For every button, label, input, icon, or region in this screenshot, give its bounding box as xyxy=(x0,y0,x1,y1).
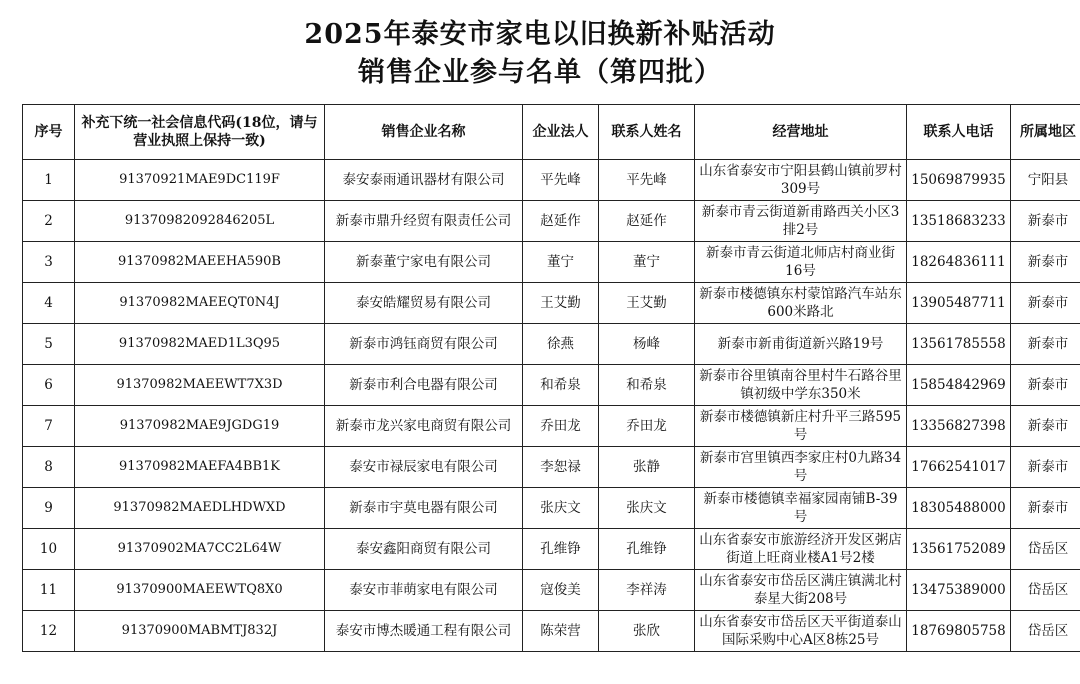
cell-address: 新泰市楼德镇幸福家园南铺B-39号 xyxy=(695,488,907,529)
cell-company: 泰安市菲萌家电有限公司 xyxy=(325,570,523,611)
cell-company: 新泰市宇莫电器有限公司 xyxy=(325,488,523,529)
table-body xyxy=(23,160,1080,652)
cell-seq: 9 xyxy=(23,488,75,529)
cell-contact: 张欣 xyxy=(599,611,695,652)
cell-legal: 平先峰 xyxy=(523,160,599,201)
cell-address: 新泰市宫里镇西李家庄村0九路34号 xyxy=(695,447,907,488)
cell-contact: 张庆文 xyxy=(599,488,695,529)
cell-seq: 2 xyxy=(23,201,75,242)
cell-code: 91370982MAEEQT0N4J xyxy=(75,283,325,324)
cell-address: 新泰市青云街道新甫路西关小区3排2号 xyxy=(695,201,907,242)
table-row xyxy=(23,365,1080,406)
cell-company: 泰安鑫阳商贸有限公司 xyxy=(325,529,523,570)
cell-region: 新泰市 xyxy=(1011,365,1080,406)
cell-phone: 13518683233 xyxy=(907,201,1011,242)
cell-phone: 17662541017 xyxy=(907,447,1011,488)
cell-address: 山东省泰安市岱岳区天平街道泰山国际采购中心A区8栋25号 xyxy=(695,611,907,652)
table-row xyxy=(23,283,1080,324)
cell-seq: 12 xyxy=(23,611,75,652)
table-row xyxy=(23,488,1080,529)
header-address: 经营地址 xyxy=(695,105,907,160)
cell-phone: 13905487711 xyxy=(907,283,1011,324)
cell-address: 山东省泰安市岱岳区满庄镇满北村泰星大街208号 xyxy=(695,570,907,611)
cell-phone: 13356827398 xyxy=(907,406,1011,447)
cell-address: 新泰市青云街道北师店村商业街16号 xyxy=(695,242,907,283)
table-row xyxy=(23,201,1080,242)
cell-company: 泰安市禄辰家电有限公司 xyxy=(325,447,523,488)
table-row xyxy=(23,324,1080,365)
merchant-table xyxy=(22,104,1080,652)
cell-region: 岱岳区 xyxy=(1011,570,1080,611)
cell-address: 新泰市谷里镇南谷里村牛石路谷里镇初级中学东350米 xyxy=(695,365,907,406)
cell-company: 泰安皓耀贸易有限公司 xyxy=(325,283,523,324)
cell-seq: 3 xyxy=(23,242,75,283)
cell-contact: 杨峰 xyxy=(599,324,695,365)
cell-contact: 李祥涛 xyxy=(599,570,695,611)
cell-legal: 张庆文 xyxy=(523,488,599,529)
cell-region: 新泰市 xyxy=(1011,406,1080,447)
cell-phone: 18305488000 xyxy=(907,488,1011,529)
cell-seq: 7 xyxy=(23,406,75,447)
cell-legal: 和希泉 xyxy=(523,365,599,406)
cell-legal: 赵延作 xyxy=(523,201,599,242)
cell-contact: 孔维铮 xyxy=(599,529,695,570)
cell-phone: 15854842969 xyxy=(907,365,1011,406)
cell-phone: 13561752089 xyxy=(907,529,1011,570)
header-code: 补充下统一社会信息代码(18位，请与营业执照上保持一致) xyxy=(75,105,325,160)
cell-region: 新泰市 xyxy=(1011,488,1080,529)
cell-address: 山东省泰安市宁阳县鹤山镇前罗村309号 xyxy=(695,160,907,201)
cell-legal: 董宁 xyxy=(523,242,599,283)
cell-contact: 平先峰 xyxy=(599,160,695,201)
cell-region: 新泰市 xyxy=(1011,324,1080,365)
cell-address: 新泰市楼德镇新庄村升平三路595号 xyxy=(695,406,907,447)
cell-contact: 和希泉 xyxy=(599,365,695,406)
table-header-row xyxy=(23,105,1080,160)
cell-region: 新泰市 xyxy=(1011,201,1080,242)
cell-code: 91370921MAE9DC119F xyxy=(75,160,325,201)
cell-legal: 寇俊美 xyxy=(523,570,599,611)
cell-code: 91370982MAE9JGDG19 xyxy=(75,406,325,447)
table-row xyxy=(23,447,1080,488)
cell-code: 91370900MAEEWTQ8X0 xyxy=(75,570,325,611)
cell-legal: 陈荣营 xyxy=(523,611,599,652)
cell-region: 岱岳区 xyxy=(1011,529,1080,570)
document-title: 2025年泰安市家电以旧换新补贴活动 xyxy=(304,19,776,50)
cell-legal: 乔田龙 xyxy=(523,406,599,447)
table-row xyxy=(23,611,1080,652)
cell-code: 91370982MAEFA4BB1K xyxy=(75,447,325,488)
table-row xyxy=(23,529,1080,570)
cell-contact: 王艾勤 xyxy=(599,283,695,324)
cell-legal: 李恕禄 xyxy=(523,447,599,488)
header-region: 所属地区 xyxy=(1011,105,1080,160)
cell-code: 91370982MAEEHA590B xyxy=(75,242,325,283)
cell-company: 新泰市龙兴家电商贸有限公司 xyxy=(325,406,523,447)
cell-code: 91370982MAED1L3Q95 xyxy=(75,324,325,365)
table-row xyxy=(23,242,1080,283)
cell-legal: 王艾勤 xyxy=(523,283,599,324)
table-row xyxy=(23,160,1080,201)
header-seq: 序号 xyxy=(23,105,75,160)
cell-address: 山东省泰安市旅游经济开发区粥店街道上旺商业楼A1号2楼 xyxy=(695,529,907,570)
table-row xyxy=(23,570,1080,611)
cell-region: 新泰市 xyxy=(1011,283,1080,324)
cell-contact: 乔田龙 xyxy=(599,406,695,447)
cell-seq: 4 xyxy=(23,283,75,324)
cell-contact: 董宁 xyxy=(599,242,695,283)
header-contact: 联系人姓名 xyxy=(599,105,695,160)
cell-seq: 8 xyxy=(23,447,75,488)
cell-phone: 18264836111 xyxy=(907,242,1011,283)
cell-seq: 10 xyxy=(23,529,75,570)
cell-code: 91370982MAEDLHDWXD xyxy=(75,488,325,529)
cell-company: 新泰董宁家电有限公司 xyxy=(325,242,523,283)
header-phone: 联系人电话 xyxy=(907,105,1011,160)
cell-phone: 18769805758 xyxy=(907,611,1011,652)
cell-region: 新泰市 xyxy=(1011,447,1080,488)
cell-contact: 赵延作 xyxy=(599,201,695,242)
cell-code: 91370902MA7CC2L64W xyxy=(75,529,325,570)
header-company: 销售企业名称 xyxy=(325,105,523,160)
cell-company: 新泰市鸿钰商贸有限公司 xyxy=(325,324,523,365)
cell-address: 新泰市楼德镇东村蒙馆路汽车站东600米路北 xyxy=(695,283,907,324)
header-legal: 企业法人 xyxy=(523,105,599,160)
cell-company: 新泰市利合电器有限公司 xyxy=(325,365,523,406)
table-row xyxy=(23,406,1080,447)
cell-contact: 张静 xyxy=(599,447,695,488)
cell-company: 新泰市鼎升经贸有限责任公司 xyxy=(325,201,523,242)
cell-code: 91370982092846205L xyxy=(75,201,325,242)
cell-code: 91370982MAEEWT7X3D xyxy=(75,365,325,406)
cell-region: 新泰市 xyxy=(1011,242,1080,283)
cell-seq: 6 xyxy=(23,365,75,406)
cell-phone: 13561785558 xyxy=(907,324,1011,365)
cell-phone: 13475389000 xyxy=(907,570,1011,611)
cell-region: 宁阳县 xyxy=(1011,160,1080,201)
cell-phone: 15069879935 xyxy=(907,160,1011,201)
cell-company: 泰安泰雨通讯器材有限公司 xyxy=(325,160,523,201)
cell-address: 新泰市新甫街道新兴路19号 xyxy=(695,324,907,365)
cell-company: 泰安市博杰暖通工程有限公司 xyxy=(325,611,523,652)
cell-legal: 孔维铮 xyxy=(523,529,599,570)
document-subtitle: 销售企业参与名单（第四批） xyxy=(358,57,722,88)
cell-code: 91370900MABMTJ832J xyxy=(75,611,325,652)
cell-legal: 徐燕 xyxy=(523,324,599,365)
cell-region: 岱岳区 xyxy=(1011,611,1080,652)
cell-seq: 5 xyxy=(23,324,75,365)
cell-seq: 1 xyxy=(23,160,75,201)
cell-seq: 11 xyxy=(23,570,75,611)
